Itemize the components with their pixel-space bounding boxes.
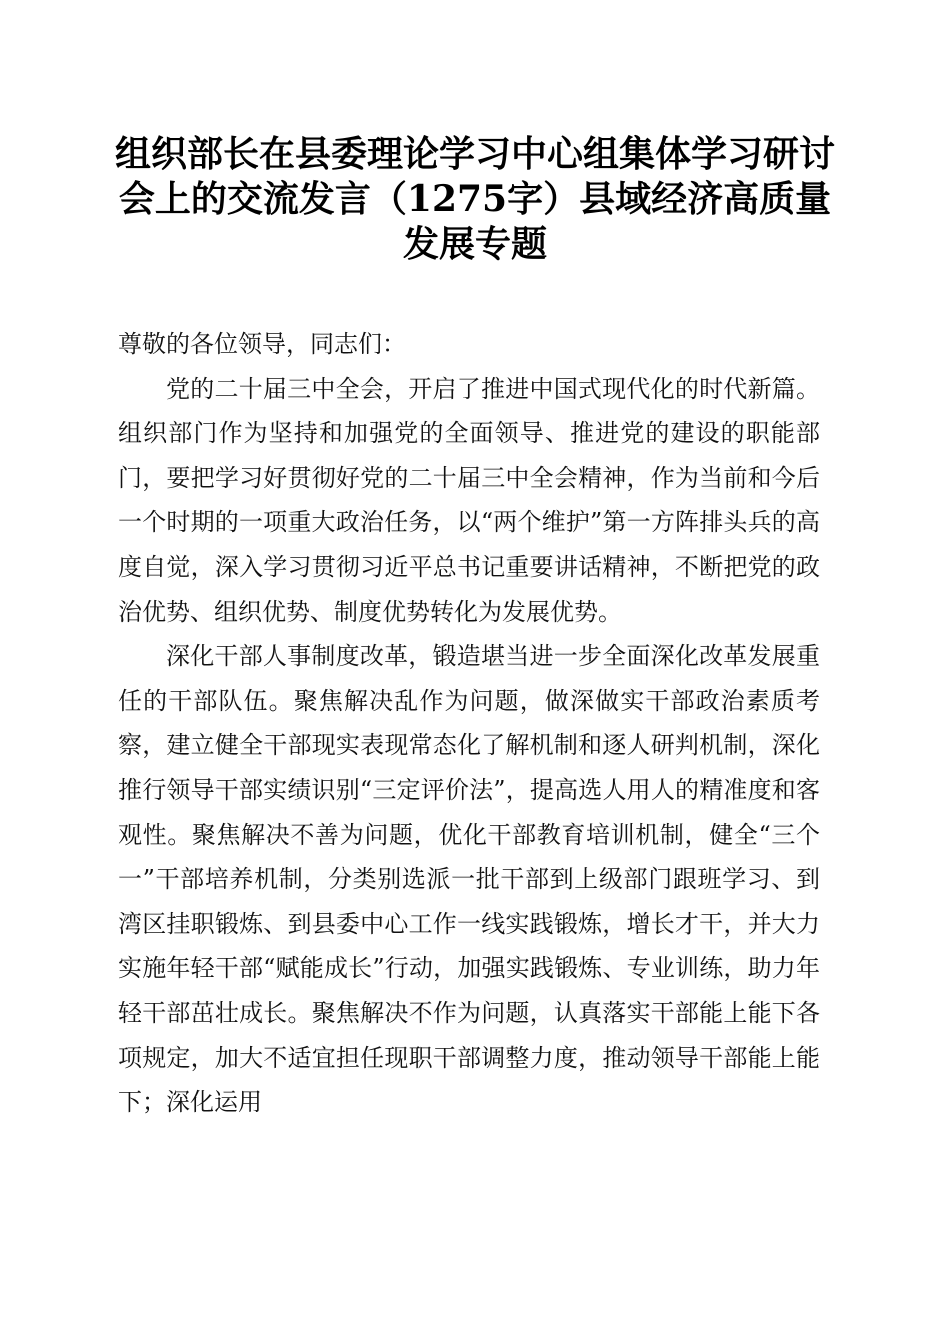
salutation: 尊敬的各位领导，同志们： [118,330,406,358]
paragraph-2: 深化干部人事制度改革，锻造堪当进一步全面深化改革发展重任的干部队伍。聚焦解决乱作为问题，做深做实干部政治素质考察，建立健全干部现实表现常态化了解机制和逐人研判机制，深化推行领导干部实绩识别“三定评价法”，提高选人用人的精准度和客观性。聚焦解决不善为问题，优化干部教育培训机制，健全“三个一”干部培养机制，分类别选派一批干部到上级部门跟班学习、到湾区挂职锻炼、到县委中心工作一线实践锻炼，增长才干，并大力实施年轻干部“赋能成长”行动，加强实践锻炼、专业训练，助力年轻干部茁壮成长。聚焦解决不作为问题，认真落实干部能上能下各项规定，加大不适宜担任现职干部调整力度，推动领导干部能上能下；深化运用 [118,642,820,1117]
document-title: 组织部长在县委理论学习中心组集体学习研讨会上的交流发言（1275字）县域经济高质量发展专题 [114,133,835,265]
document-body [118,322,820,1125]
paragraph-1: 党的二十届三中全会，开启了推进中国式现代化的时代新篇。组织部门作为坚持和加强党的全面领导、推进党的建设的职能部门，要把学习好贯彻好党的二十届三中全会精神，作为当前和今后一个时期的一项重大政治任务，以“两个维护”第一方阵排头兵的高度自觉，深入学习贯彻习近平总书记重要讲话精神，不断把党的政治优势、组织优势、制度优势转化为发展优势。 [118,374,820,626]
